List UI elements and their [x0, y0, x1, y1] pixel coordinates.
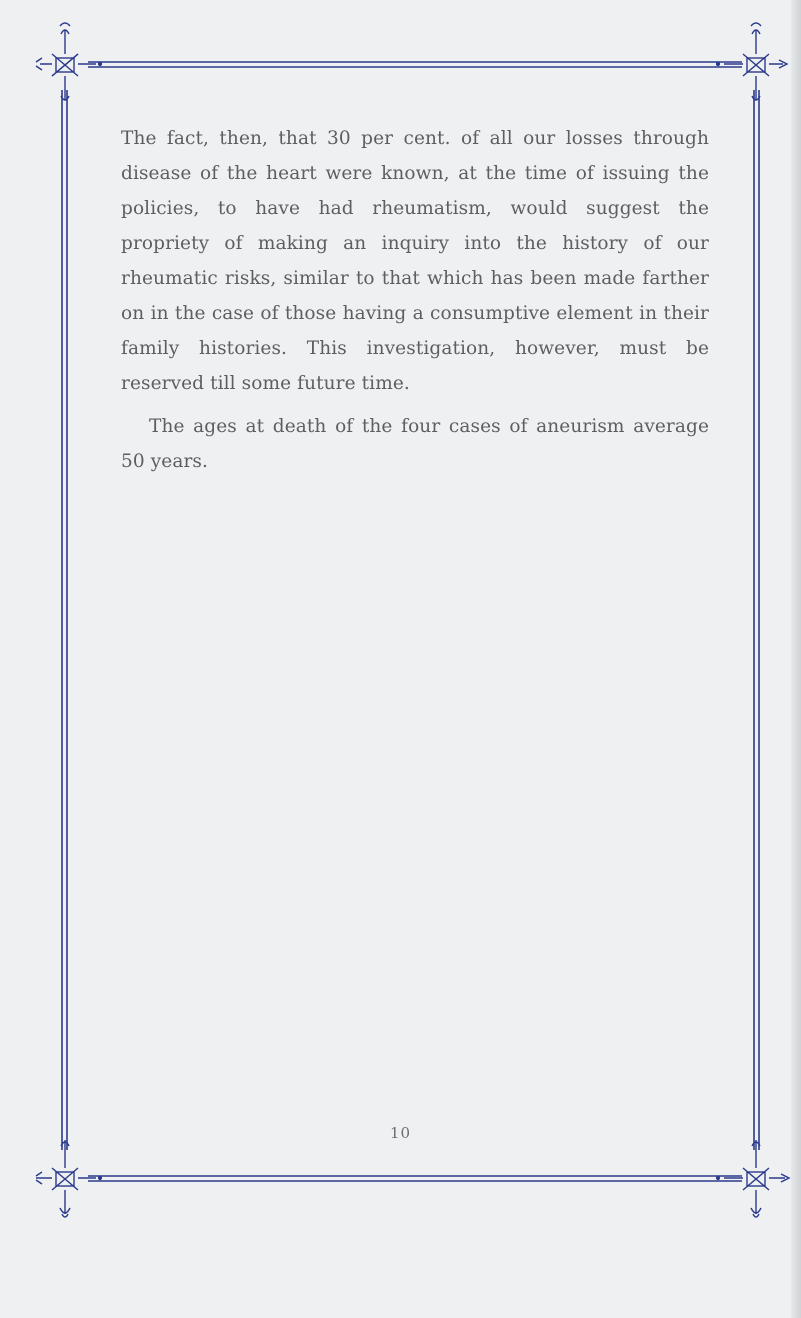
corner-ornament-bottom-left: [36, 1140, 96, 1217]
paragraph-1: The fact, then, that 30 per cent. of all our losses through disease of the heart were known, at the time of issuing the policies, to have had rheumatism, would suggest the propriety of making an inquiry into the history of our rheumatic risks, similar to that which has been made farther on in the case of those having a consumptive element in their family histories. This investigation, however, must be reserved till some future time.: [121, 128, 709, 394]
corner-ornament-top-left: [36, 23, 96, 100]
paragraph-2: The ages at death of the four cases of aneurism average 50 years.: [121, 416, 709, 472]
corner-ornament-bottom-right: [724, 1140, 789, 1217]
body-text: [121, 121, 709, 479]
page-number: 10: [389, 1124, 412, 1142]
